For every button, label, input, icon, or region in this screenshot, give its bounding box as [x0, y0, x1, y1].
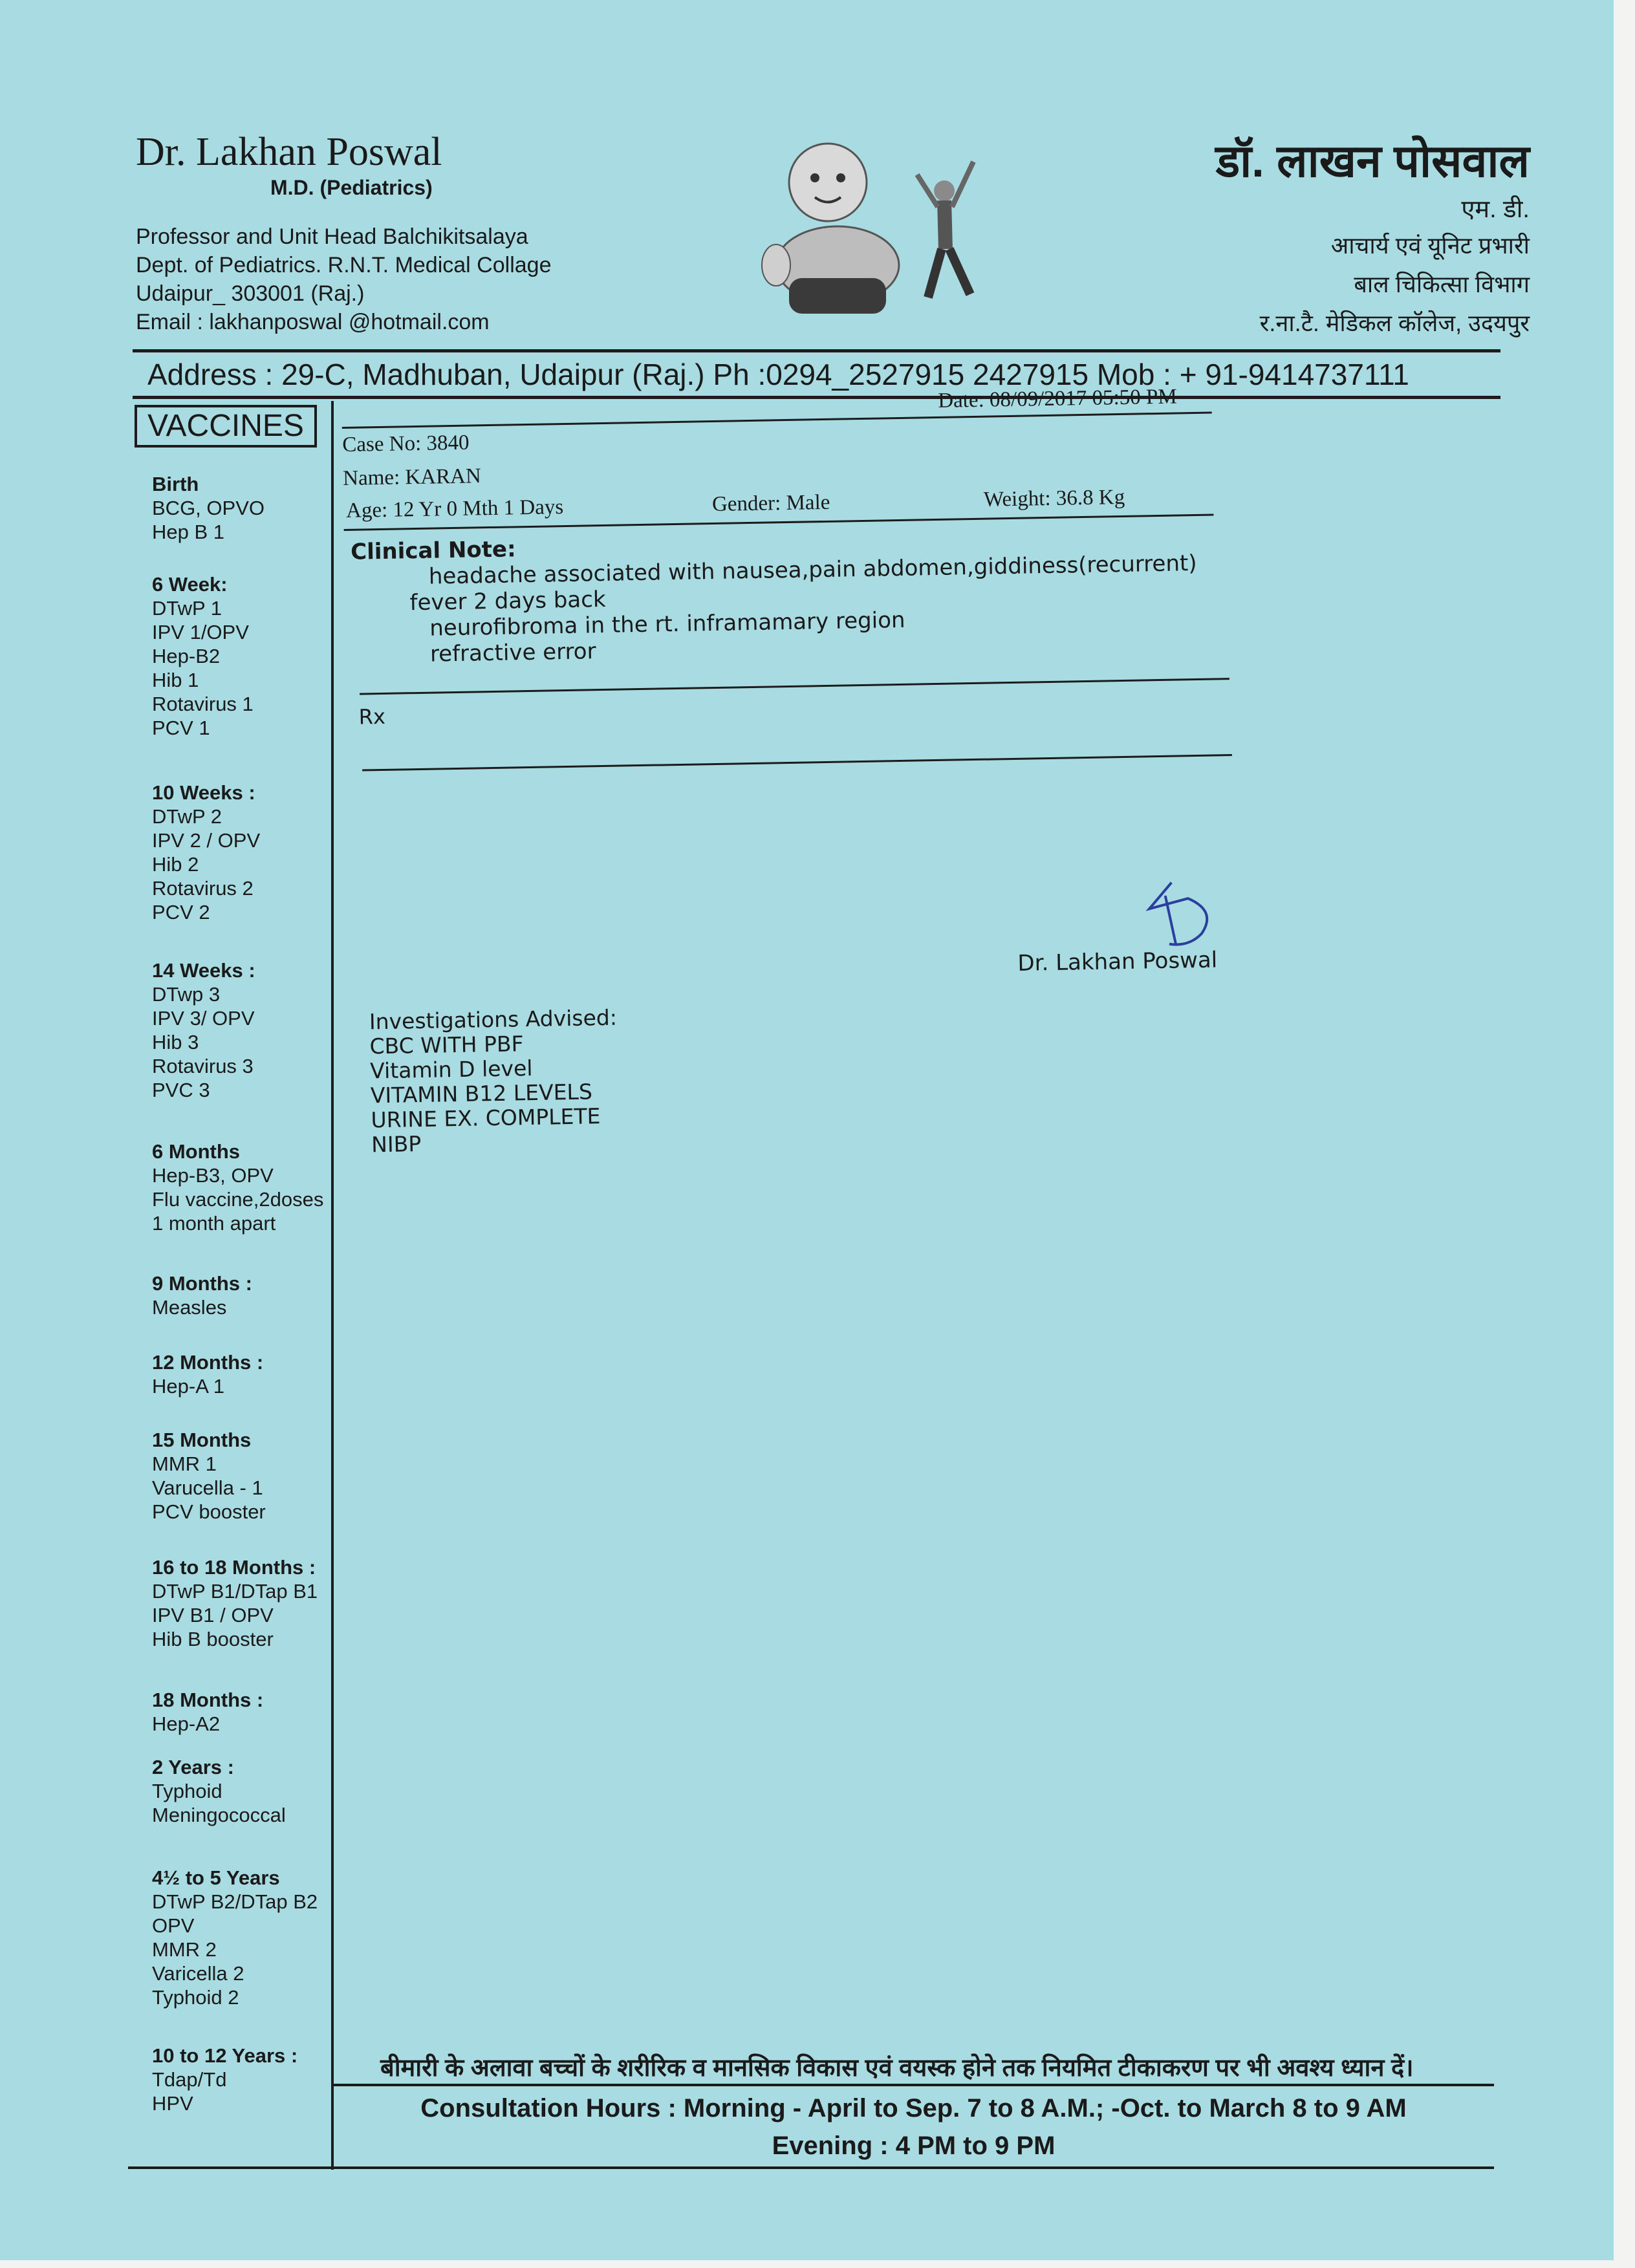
vaccine-item: BCG, OPVO [152, 497, 265, 519]
vaccine-item: DTwP 2 [152, 805, 222, 828]
vaccine-group-14-weeks [152, 958, 255, 1102]
doctor-name-hi: डॉ. लाखन पोसवाल [1215, 136, 1530, 186]
vaccine-item: OPV [152, 1914, 195, 1937]
vaccine-group-2-years [152, 1755, 286, 1827]
vaccine-heading: 14 Weeks : [152, 959, 255, 982]
investigation-item: Vitamin D level [369, 1055, 533, 1084]
clinical-note-line: fever 2 days back [409, 586, 606, 616]
degree-en: M.D. (Pediatrics) [270, 176, 433, 199]
degree-hi: एम. डी. [1461, 196, 1530, 223]
vaccine-group-9-months [152, 1271, 252, 1319]
vaccine-item: Hep-B3, OPV [152, 1164, 274, 1187]
vaccine-item: Tdap/Td [152, 2068, 227, 2091]
vaccine-heading: 9 Months : [152, 1272, 252, 1295]
vaccine-item: DTwp 3 [152, 983, 221, 1006]
investigation-item: CBC WITH PBF [369, 1031, 524, 1059]
patient-age: Age: 12 Yr 0 Mth 1 Days [345, 495, 564, 523]
vaccine-group-12-months [152, 1350, 263, 1398]
vaccine-heading: 6 Months [152, 1140, 241, 1163]
footer-bottom-rule [128, 2166, 1494, 2169]
vaccine-item: Hib 1 [152, 669, 199, 691]
designation-hi-2: बाल चिकित्सा विभाग [1354, 271, 1530, 297]
vaccine-item: IPV 3/ OPV [152, 1007, 255, 1030]
vaccine-item: HPV [152, 2092, 193, 2115]
vaccine-group-16-18-months [152, 1555, 318, 1651]
vaccine-heading: 18 Months : [152, 1689, 264, 1711]
vaccine-item: Hep-A2 [152, 1712, 221, 1735]
doctor-name-en: Dr. Lakhan Poswal [136, 130, 442, 174]
vaccine-item: 1 month apart [152, 1212, 276, 1235]
hindi-note: बीमारी के अलावा बच्चों के शरीरिक व मानसिक विकास एवं वयस्क होने तक नियमित टीकाकरण पर भी अवश्य ध्यान दें। [380, 2055, 1414, 2082]
column-divider [331, 401, 334, 2170]
vaccine-item: Hep-B2 [152, 645, 221, 667]
clinical-note-line: refractive error [429, 638, 596, 667]
vaccine-item: Flu vaccine,2doses [152, 1188, 324, 1211]
vaccine-item: Hep B 1 [152, 521, 225, 543]
vaccine-heading: 2 Years : [152, 1756, 234, 1778]
vaccine-group-18-months [152, 1688, 263, 1736]
vaccine-heading: Birth [152, 473, 199, 495]
vaccine-item: Meningococcal [152, 1804, 286, 1826]
vaccine-item: IPV 2 / OPV [152, 829, 261, 852]
signature-mark [1126, 872, 1224, 958]
vaccine-item: Hib 3 [152, 1031, 199, 1053]
vaccine-heading: 4½ to 5 Years [152, 1866, 280, 1889]
vaccine-heading: 16 to 18 Months : [152, 1556, 316, 1579]
clinical-note-rule [360, 678, 1229, 695]
vaccine-group-6-week [152, 572, 254, 740]
designation-hi-3: र.ना.टै. मेडिकल कॉलेज, उदयपुर [1259, 310, 1530, 336]
address-line: Address : 29-C, Madhuban, Udaipur (Raj.) Ph :0294_2527915 2427915 Mob : + 91-9414737111 [147, 358, 1409, 391]
case-number: Case No: 3840 [342, 431, 470, 457]
vaccine-group-10-weeks [152, 781, 260, 924]
vaccine-heading: 10 Weeks : [152, 781, 255, 804]
vaccine-item: DTwP B2/DTap B2 [152, 1890, 318, 1913]
vaccine-item: MMR 1 [152, 1453, 217, 1475]
case-top-rule [342, 412, 1212, 429]
vaccine-item: PCV booster [152, 1500, 266, 1523]
children-illustration [750, 136, 1022, 336]
vaccine-item: Rotavirus 3 [152, 1055, 254, 1077]
vaccine-item: IPV 1/OPV [152, 621, 249, 643]
rx-rule [362, 754, 1232, 771]
crawling-baby-image [762, 144, 899, 314]
vaccine-item: DTwP 1 [152, 597, 222, 620]
vaccine-item: PCV 2 [152, 901, 210, 923]
clinical-note-text [409, 550, 1198, 667]
clinical-note-label: Clinical Note: [350, 536, 516, 565]
vaccine-heading: 15 Months [152, 1429, 252, 1451]
vaccine-item: Measles [152, 1296, 227, 1319]
investigation-item: VITAMIN B12 LEVELS [370, 1079, 593, 1108]
investigation-item: NIBP [371, 1131, 422, 1158]
designation-line: Udaipur_ 303001 (Raj.) [136, 281, 365, 306]
header-divider [133, 349, 1500, 352]
designation-block [136, 222, 551, 336]
clinical-note-line: headache associated with nausea,pain abdomen,giddiness(recurrent) [428, 550, 1197, 590]
patient-gender: Gender: Male [711, 490, 830, 517]
email-line: Email : lakhanposwal @hotmail.com [136, 310, 490, 334]
vaccine-item: Typhoid [152, 1780, 222, 1802]
vaccine-item: PCV 1 [152, 717, 210, 739]
vaccine-item: PVC 3 [152, 1079, 210, 1101]
jumping-boy-image [917, 162, 973, 297]
vaccine-item: IPV B1 / OPV [152, 1604, 274, 1626]
vaccine-item: Varucella - 1 [152, 1476, 263, 1499]
vaccine-item: Hib 2 [152, 853, 199, 876]
vaccine-item: Typhoid 2 [152, 1986, 239, 2009]
vaccine-group-birth [152, 472, 265, 544]
prescription-body [341, 380, 1235, 1191]
vaccine-item: DTwP B1/DTap B1 [152, 1580, 318, 1603]
consultation-hours: Consultation Hours : Morning - April to Sep. 7 to 8 A.M.; -Oct. to March 8 to 9 AM [420, 2094, 1407, 2122]
patient-weight: Weight: 36.8 Kg [983, 485, 1125, 512]
vaccine-item: Rotavirus 2 [152, 877, 254, 900]
vaccine-group-10-12-years [152, 2044, 298, 2115]
visit-date: Date: 08/09/2017 05:50 PM [937, 385, 1177, 413]
vaccine-item: Varicella 2 [152, 1962, 244, 1985]
vaccine-item: Hep-A 1 [152, 1375, 225, 1398]
evening-hours: Evening : 4 PM to 9 PM [772, 2132, 1056, 2160]
signature-name: Dr. Lakhan Poswal [1017, 947, 1218, 977]
patient-name: Name: KARAN [342, 464, 482, 490]
clinical-note-line: neurofibroma in the rt. inframamary region [429, 607, 905, 642]
designation-line: Dept. of Pediatrics. R.N.T. Medical Collage [136, 253, 552, 277]
footer-divider [333, 2084, 1494, 2086]
rx-label: Rx [358, 704, 386, 729]
vaccine-item: Hib B booster [152, 1628, 274, 1650]
vaccines-title: VACCINES [135, 405, 317, 448]
investigations-label: Investigations Advised: [369, 1004, 618, 1035]
investigations-block [369, 1006, 620, 1158]
vaccine-item: Rotavirus 1 [152, 693, 254, 715]
vaccine-heading: 10 to 12 Years : [152, 2044, 298, 2067]
vaccine-heading: 6 Week: [152, 573, 228, 596]
vaccine-group-15-months [152, 1428, 266, 1524]
designation-hi-1: आचार्य एवं यूनिट प्रभारी [1330, 232, 1530, 259]
designation-line: Professor and Unit Head Balchikitsalaya [136, 224, 528, 249]
investigation-item: URINE EX. COMPLETE [371, 1103, 601, 1133]
vaccine-group-4-5-years [152, 1866, 318, 2009]
vaccine-item: MMR 2 [152, 1938, 217, 1961]
vaccine-heading: 12 Months : [152, 1351, 264, 1374]
vaccine-group-6-months [152, 1139, 323, 1235]
